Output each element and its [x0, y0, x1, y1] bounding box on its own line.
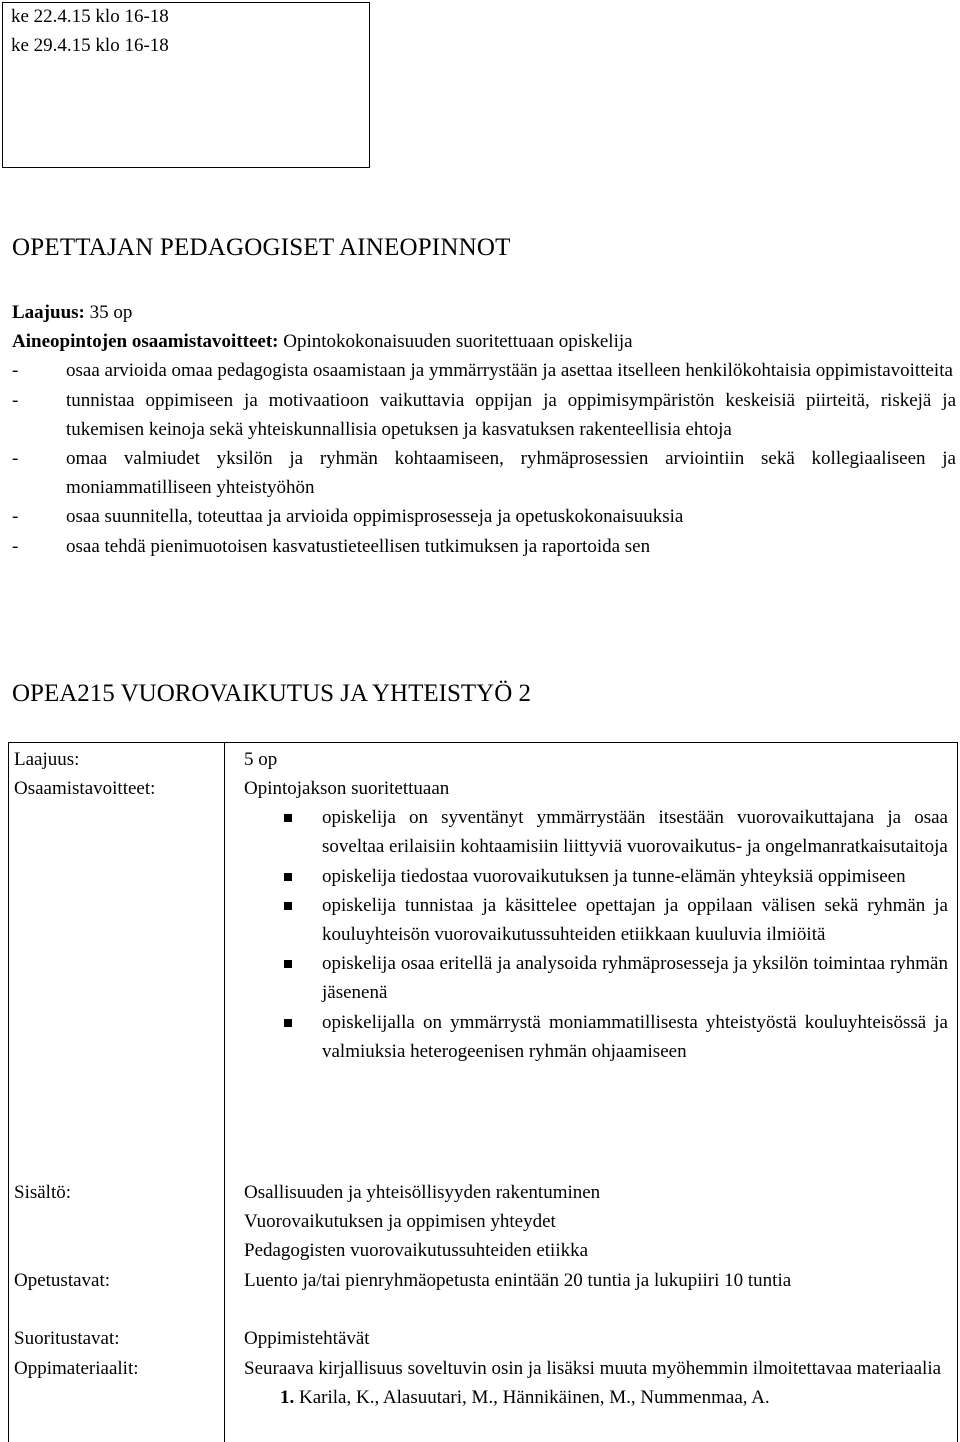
content-label: Sisältö: [14, 1182, 72, 1203]
materials-text: Seuraava kirjallisuus soveltuvin osin ja lisäksi muuta myöhemmin ilmoitettavaa materiaalia [244, 1358, 942, 1379]
goal-item [12, 386, 956, 444]
materials-block [244, 1354, 948, 1412]
schedule-line-1: ke 22.4.15 klo 16-18 [11, 6, 169, 27]
content-item: Pedagogisten vuorovaikutussuhteiden etiikka [244, 1240, 589, 1262]
outcome-text: opiskelija tunnistaa ja käsittelee opettajan ja oppilaan välisen sekä ryhmän ja kouluyhteisön vuorovaikutussuhteiden etiikkaan kuuluvia ilmiöitä [322, 894, 948, 946]
outcome-item [244, 949, 948, 1007]
goal-item [12, 532, 956, 561]
content-block [244, 1178, 948, 1266]
section-title: OPETTAJAN PEDAGOGISET AINEOPINNOT [12, 234, 511, 261]
square-bullet-icon [284, 960, 292, 968]
scope-label: Laajuus: [12, 302, 85, 323]
course-scope-label: Laajuus: [14, 749, 80, 770]
outcomes-intro: Opintojakson suoritettuaan [244, 778, 450, 799]
table-divider [224, 742, 225, 1442]
outcome-text: opiskelija tiedostaa vuorovaikutuksen ja tunne-elämän yhteyksiä oppimiseen [322, 865, 906, 887]
outcome-text: opiskelija osaa eritellä ja analysoida ryhmäprosesseja ja yksilön toimintaa ryhmän jäsenenä [322, 953, 948, 1004]
schedule-line-2: ke 29.4.15 klo 16-18 [11, 35, 169, 56]
goal-text: osaa suunnitella, toteuttaa ja arvioida oppimisprosesseja ja opetuskokonaisuuksia [66, 506, 684, 528]
goal-text: tunnistaa oppimiseen ja motivaatioon vaikuttavia oppijan ja oppimisympäristön keskeisiä piirteitä, riskejä ja tukemisen keinoja sekä yhteiskunnallisia opetuksen ja kasvatuksen rakenteellisia ehtoja [66, 389, 956, 440]
goals-label: Aineopintojen osaamistavoitteet: [12, 331, 279, 353]
goal-item [12, 356, 956, 385]
square-bullet-icon [284, 814, 292, 822]
schedule-box [2, 2, 370, 168]
dash-marker: - [12, 535, 19, 557]
outcome-item [244, 862, 948, 891]
pedagogical-section [12, 298, 956, 561]
outcome-item [244, 891, 948, 949]
outcome-item [244, 1008, 948, 1066]
course-title: OPEA215 VUOROVAIKUTUS JA YHTEISTYÖ 2 [12, 680, 532, 707]
square-bullet-icon [284, 902, 292, 910]
outcome-text: opiskelija on syventänyt ymmärrystään itsestään vuorovaikuttajana ja osaa soveltaa erilaisiin kohtaamisiin liittyviä vuorovaikutus- ja ongelmanratkaisutaitoja [322, 807, 948, 858]
goal-item [12, 444, 956, 502]
goals-line [12, 327, 956, 356]
outcome-text: opiskelijalla on ymmärrystä moniammatillisesta yhteistyöstä kouluyhteisössä ja valmiuksia heterogeenisen ryhmän ohjaamiseen [322, 1011, 948, 1062]
dash-marker: - [12, 389, 19, 411]
goal-text: osaa tehdä pienimuotoisen kasvatustieteellisen tutkimuksen ja raportoida sen [66, 535, 651, 557]
reference-text: Karila, K., Alasuutari, M., Hännikäinen, M., Nummenmaa, A. [299, 1387, 770, 1409]
outcomes-block [244, 774, 948, 1066]
materials-label: Oppimateriaalit: [14, 1358, 139, 1379]
methods-label: Opetustavat: [14, 1270, 111, 1291]
goal-text: osaa arvioida omaa pedagogista osaamistaan ja ymmärrystään ja asettaa itselleen henkilökohtaisia oppimistavoitteita [66, 360, 953, 382]
content-item: Osallisuuden ja yhteisöllisyyden rakentuminen [244, 1182, 601, 1203]
dash-marker: - [12, 448, 19, 470]
scope-line [12, 298, 956, 327]
reference-item [244, 1383, 948, 1412]
square-bullet-icon [284, 1019, 292, 1027]
course-scope-value: 5 op [244, 749, 278, 770]
reference-number: 1. [280, 1387, 295, 1409]
outcomes-label: Osaamistavoitteet: [14, 778, 156, 799]
completion-label: Suoritustavat: [14, 1328, 120, 1349]
dash-marker: - [12, 506, 19, 528]
goals-intro: Opintokokonaisuuden suoritettuaan opiskelija [278, 331, 633, 353]
goal-item [12, 502, 956, 531]
scope-value: 35 op [84, 302, 133, 323]
methods-value: Luento ja/tai pienryhmäopetusta enintään 20 tuntia ja lukupiiri 10 tuntia [244, 1270, 792, 1291]
completion-value: Oppimistehtävät [244, 1328, 370, 1349]
content-item: Vuorovaikutuksen ja oppimisen yhteydet [244, 1211, 556, 1233]
dash-marker: - [12, 360, 19, 382]
goal-text: omaa valmiudet yksilön ja ryhmän kohtaamiseen, ryhmäprosessien arviointiin sekä kollegiaaliseen ja moniammatilliseen yhteistyöhön [66, 448, 956, 499]
outcome-item [244, 803, 948, 861]
square-bullet-icon [284, 873, 292, 881]
